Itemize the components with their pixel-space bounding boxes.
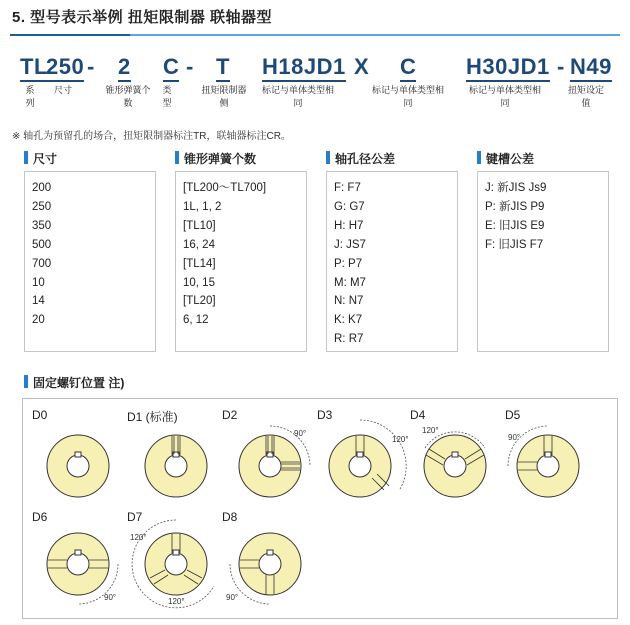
code-type: C (163, 54, 179, 80)
code-torque: N49 (570, 54, 612, 80)
page-title: 5. 型号表示举例 扭矩限制器 联轴器型 (12, 9, 273, 26)
diagram-label-d2: D2 (222, 408, 238, 422)
list-item: M: M7 (334, 276, 366, 289)
ring-d8 (230, 533, 301, 604)
angle-label-d7b: 120° (168, 597, 185, 606)
list-item: J: JS7 (334, 238, 366, 251)
list-item: E: 旧JIS E9 (485, 219, 545, 232)
code-sep-1: - (87, 54, 95, 79)
angle-label-d6: 90° (104, 593, 117, 602)
list-item: N: N7 (334, 295, 364, 308)
list-item: J: 新JIS Js9 (485, 182, 547, 194)
label-limiter-side: 扭矩限制器 侧 (201, 85, 247, 108)
code-bore-1: H18JD1 (262, 54, 346, 80)
angle-label-d3: 120° (392, 435, 409, 444)
list-item: H: H7 (334, 219, 364, 232)
angle-label-d4: 120° (422, 426, 439, 435)
code-x: X (354, 54, 370, 79)
angle-label-d7a: 120° (130, 533, 147, 542)
section-springs-title: 锥形弹簧个数 (175, 150, 256, 167)
code-series: TL (20, 54, 48, 80)
diagram-label-d8: D8 (222, 510, 238, 524)
code-coupling-side: C (400, 54, 416, 80)
list-item: 500 (32, 238, 52, 251)
list-item: 14 (32, 295, 45, 308)
angle-label-d5: 90° (508, 433, 521, 442)
list-item: 700 (32, 257, 52, 270)
list-item: [TL10] (183, 219, 216, 232)
list-item: 6, 12 (183, 314, 209, 327)
label-bore-1: 标记与单体类型相 同 (261, 85, 334, 108)
code-sep-2: - (186, 54, 194, 79)
diagram-label-d7: D7 (127, 510, 143, 524)
list-item: G: G7 (334, 200, 365, 213)
code-limiter-side: T (216, 54, 230, 80)
list-item: 10 (32, 276, 45, 289)
code-bore-2: H30JD1 (466, 54, 550, 80)
diagram-label-d0: D0 (32, 408, 48, 422)
label-size: 尺寸 (53, 85, 72, 95)
list-item: 250 (32, 200, 52, 213)
diagram-label-d3: D3 (317, 408, 333, 422)
diagram-label-d6: D6 (32, 510, 48, 524)
list-item: 16, 24 (183, 238, 215, 251)
diagram-label-d1: D1 (标准) (127, 410, 178, 424)
list-item: P: P7 (334, 257, 363, 270)
list-item: R: R7 (334, 333, 364, 346)
ring-d0 (47, 435, 109, 497)
angle-label-d2: 90° (294, 429, 307, 438)
diagram-label-d4: D4 (410, 408, 426, 422)
label-bore-2: 标记与单体类型相 同 (468, 85, 541, 108)
code-size: 250 (46, 54, 84, 80)
list-item: [TL20] (183, 295, 216, 308)
list-item: 200 (32, 182, 52, 194)
label-type: 类 型 (162, 85, 172, 108)
section-key-tol-title: 键槽公差 (477, 150, 534, 167)
list-item: F: F7 (334, 182, 361, 194)
list-item: F: 旧JIS F7 (485, 238, 544, 251)
label-spring-count: 锥形弹簧个 数 (105, 85, 151, 108)
label-coupling-side: 标记与单体类型相 同 (371, 85, 444, 108)
diagram-label-d5: D5 (505, 408, 521, 422)
ring-d1 (145, 435, 207, 497)
code-sep-3: - (557, 54, 565, 79)
list-item: 1L, 1, 2 (183, 200, 222, 213)
section-bore-tol-title: 轴孔径公差 (326, 150, 395, 167)
code-spring-count: 2 (118, 54, 131, 80)
list-item: 20 (32, 314, 45, 327)
list-item: 350 (32, 219, 52, 232)
list-item: K: K7 (334, 314, 363, 327)
angle-label-d8: 90° (226, 593, 239, 602)
list-item: 10, 15 (183, 276, 215, 289)
ring-d3 (329, 420, 406, 497)
bore-note: ※ 轴孔为预留孔的场合，扭矩限制器标注TR，联轴器标注CR。 (12, 131, 291, 142)
section-screw-title: 固定螺钉位置 注) (24, 374, 124, 391)
ring-d4 (424, 432, 486, 497)
list-item: P: 新JIS P9 (485, 200, 545, 213)
label-torque: 扭矩设定 值 (567, 85, 604, 108)
label-series: 系 列 (25, 85, 35, 108)
section-size-title: 尺寸 (24, 150, 57, 167)
list-item: [TL200～TL700] (183, 182, 267, 194)
list-item: [TL14] (183, 257, 216, 270)
